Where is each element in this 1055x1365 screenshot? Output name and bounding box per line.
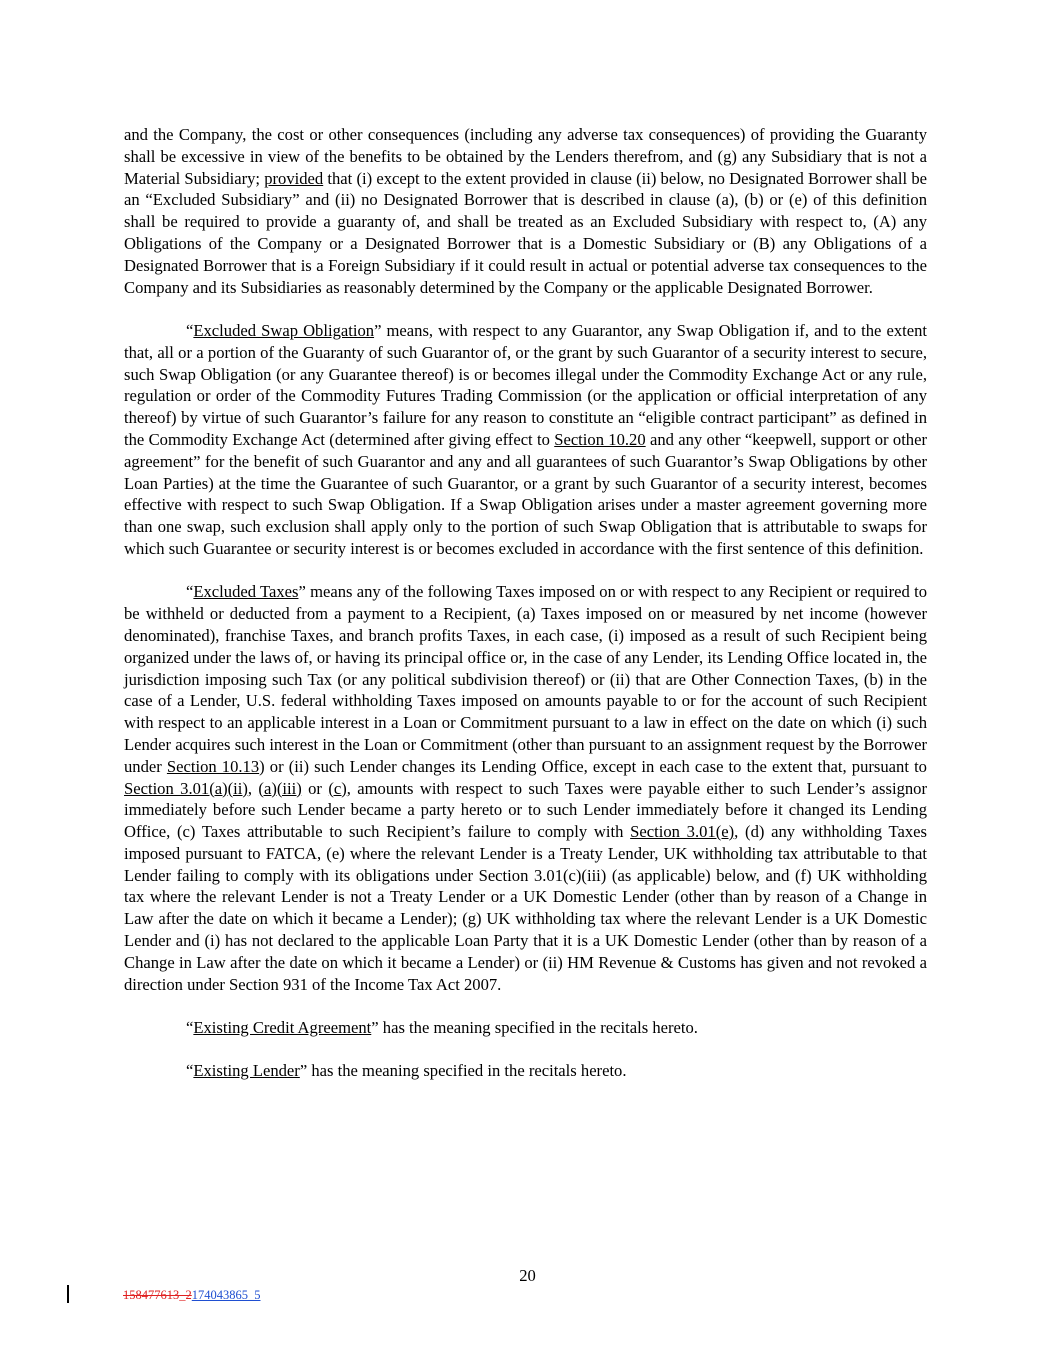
section-reference: Section 3.01(a)(ii)	[124, 778, 248, 798]
change-bar	[67, 1285, 69, 1303]
text: ” has the meaning specified in the recitals hereto.	[371, 1018, 698, 1038]
quote: “	[186, 582, 194, 602]
text: or	[301, 778, 329, 798]
defined-term: Excluded Swap Obligation	[193, 320, 375, 340]
text: ,	[247, 778, 259, 798]
section-reference: (a)(iii)	[258, 778, 302, 798]
defined-term: Existing Lender	[193, 1061, 300, 1081]
text: and any other “keepwell, support or other agreement” for the benefit of such Guarantor and any and all guarantees of such Guarantor’s Swap Obligations by other Loan Parties) at the time the Guarantee of such Guarantor, or a grant by such Guarantor of a security interest, becomes effective with respect to such Swap Obligation. If a Swap Obligation arises under a master agreement governing more than one swap, such exclusion shall apply only to the portion of such Swap Obligation that is attributable to swaps for which such Guarantee or security interest is or becomes excluded in accordance with the first sentence of this definition.	[124, 429, 927, 558]
document-id-deleted: 158477613_2	[123, 1288, 192, 1302]
defined-term: Excluded Taxes	[193, 582, 299, 602]
text: ” has the meaning specified in the recitals hereto.	[299, 1061, 627, 1081]
quote: “	[186, 1061, 194, 1081]
defined-term: Existing Credit Agreement	[193, 1018, 372, 1038]
text: , amounts with respect to such Taxes were payable either to such Lender’s assignor immediately before such Lender became a party hereto or to such Lender immediately before it changed its Lending Office, (c) Taxes attributable to such Recipient’s failure to comply with	[124, 778, 927, 842]
text: and the Company, the cost or other consequences (including any adverse tax consequences) of providing the Guaranty shall be excessive in view of the benefits to be obtained by the Lenders therefrom, and (g) any Subsidiary that is not a Material Subsidiary;	[124, 125, 927, 188]
text: that (i) except to the extent provided in clause (ii) below, no Designated Borrower shall be an “Excluded Subsidiary” and (ii) no Designated Borrower that is described in clause (a), (b) or (e) of this definition shall be required to provide a guaranty of, and shall be treated as an Excluded Subsidiary with respect to, (A) any Obligations of the Company or a Designated Borrower that is a Domestic Subsidiary or (B) any Obligations of a Designated Borrower that is a Foreign Subsidiary if it could result in actual or potential adverse tax consequences to the Company and its Subsidiaries as reasonably determined by the Company or the applicable Designated Borrower.	[124, 168, 927, 297]
definition-existing-lender	[124, 1060, 927, 1082]
section-reference: Section 10.13	[166, 756, 260, 776]
section-reference: Section 10.20	[554, 429, 646, 449]
text: ” means, with respect to any Guarantor, any Swap Obligation if, and to the extent that, all or a portion of the Guaranty of such Guarantor of, or the grant by such Guarantor of a security interest to secure, such Swap Obligation (or any Guarantee thereof) is or becomes illegal under the Commodity Exchange Act or any rule, regulation or order of the Commodity Futures Trading Commission (or the application or official interpretation of any thereof) by virtue of such Guarantor’s failure for any reason to constitute an “eligible contract participant” as defined in the Commodity Exchange Act (determined after giving effect to	[124, 320, 927, 449]
paragraph-excluded-subsidiary-cont	[124, 124, 927, 298]
definition-existing-credit-agreement	[124, 1017, 927, 1039]
text: , (d) any withholding Taxes imposed pursuant to FATCA, (e) where the relevant Lender is a Treaty Lender, UK withholding tax attributable to that Lender failing to comply with its obligations under Section 3.01(c)(iii) (as applicable) below, and (f) UK withholding tax where the relevant Lender is not a Treaty Lender or a UK Domestic Lender (other than by reason of a Change in Law after the date on which it became a Lender); (g) UK withholding tax where the relevant Lender is a UK Domestic Lender and (i) has not declared to the applicable Loan Party that it is a UK Domestic Lender (other than by reason of a Change in Law after the date on which it became a Lender) or (ii) HM Revenue & Customs has given and not revoked a direction under Section 931 of the Income Tax Act 2007.	[124, 822, 927, 994]
underlined-term: provided	[264, 168, 324, 188]
section-reference: Section 3.01(e)	[630, 822, 735, 842]
section-reference: (c)	[328, 778, 347, 798]
definition-excluded-swap-obligation	[124, 320, 927, 560]
document-body	[124, 124, 927, 1104]
quote: “	[186, 320, 194, 340]
text: ” means any of the following Taxes imposed on or with respect to any Recipient or required to be withheld or deducted from a payment to a Recipient, (a) Taxes imposed on or measured by net income (however denominated), franchise Taxes, and branch profits Taxes, in each case, (i) imposed as a result of such Recipient being organized under the laws of, or having its principal office or, in the case of any Lender, its Lending Office located in, the jurisdiction imposing such Tax (or any political subdivision thereof) or (ii) that are Other Connection Taxes, (b) in the case of a Lender, U.S. federal withholding Taxes imposed on amounts payable to or for the account of such Recipient with respect to an applicable interest in a Loan or Commitment pursuant to a law in effect on the date on which (i) such Lender acquires such interest in the Loan or Commitment (other than pursuant to an assignment request by the Borrower under	[124, 582, 927, 776]
document-id	[123, 1288, 261, 1303]
page-number: 20	[519, 1266, 536, 1285]
text: ) or (ii) such Lender changes its Lending Office, except in each case to the extent that, pursuant to	[259, 756, 927, 776]
document-id-inserted: 174043865_5	[191, 1288, 261, 1302]
quote: “	[186, 1018, 194, 1038]
definition-excluded-taxes	[124, 581, 927, 995]
